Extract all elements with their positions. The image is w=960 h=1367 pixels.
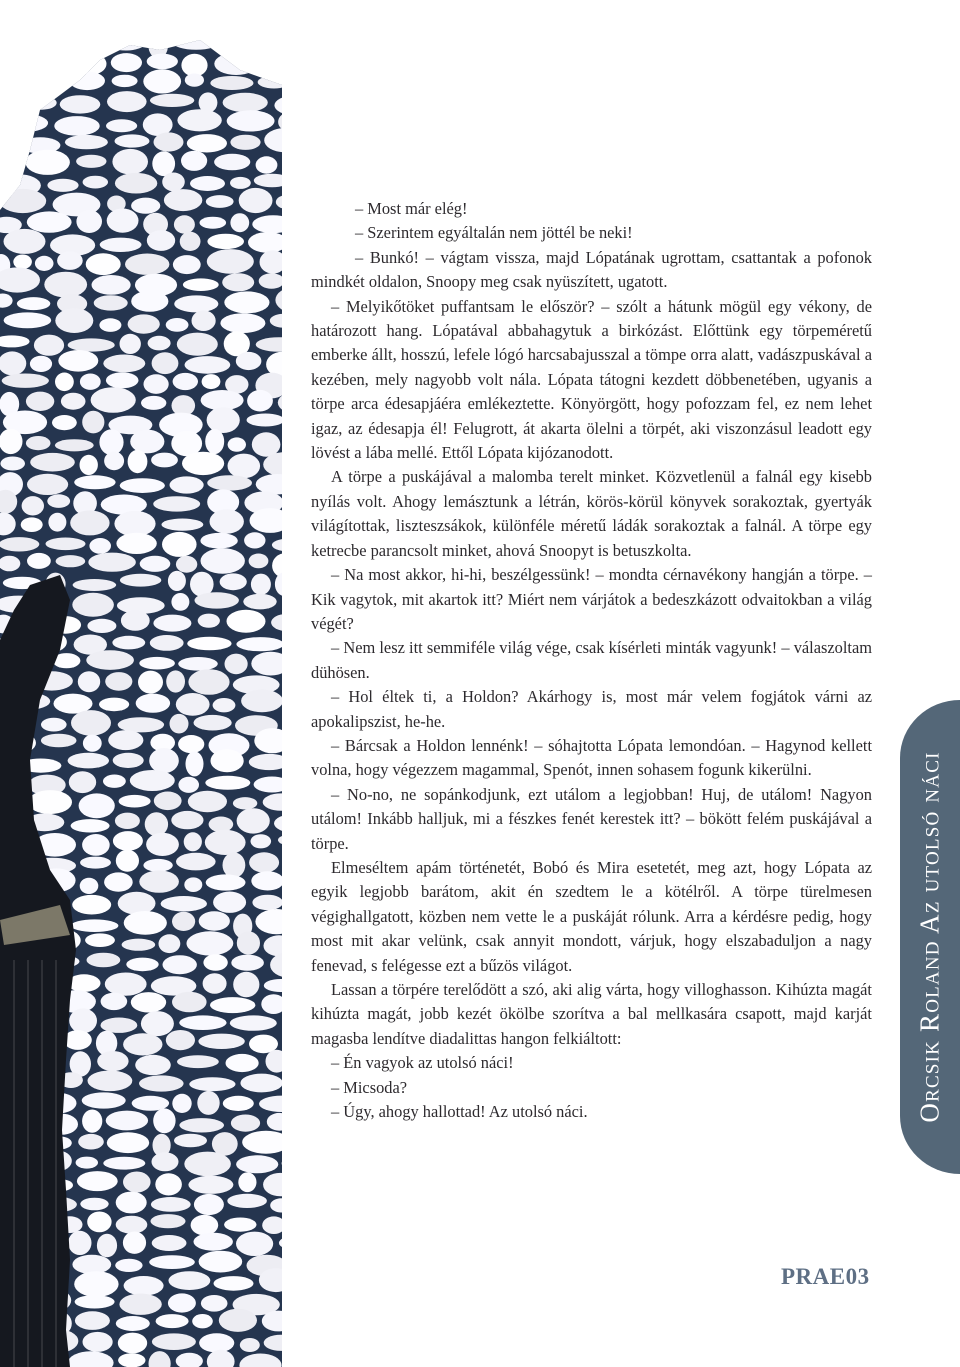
prae-logo: PRAE03 (781, 1264, 870, 1289)
paragraph: – Melyikőtöket puffantsam le először? – szólt a hátunk mögül egy vékony, de határozott hang. Lópatával abbahagytuk a birkózást. Előttünk egy törpeméretű emberke állt, hosszú, lefele lógó harcsabajusszal a tömpe orra alatt, vadászpuskával a kezében, mely nagyobb volt nála. Lópata tátogni kezdett döbbenetében, ugyanis a törpe arca édesapjáéra emlékeztette. Könyörgött, hogy pofozzam fel, ez nem lehet igaz, az édesapja él! Felugrott, át akarta ölelni a törpét, aki viszonzásul leadott egy lövést a lába mellé. Ettől Lópata kijózanodott. (311, 296, 872, 463)
paragraph: – Bárcsak a Holdon lennénk! – sóhajtotta Lópata lemondóan. – Hagynod kellett volna, hogy végezzem magammal, Spenót, innen sohasem fogunk kikerülni. (311, 735, 872, 780)
paragraph: – Hol éltek ti, a Holdon? Akárhogy is, most már velem fogjátok várni az apokalipszist, he-he. (311, 687, 872, 731)
paragraph: A törpe a puskájával a malomba terelt minket. Közvetlenül a falnál egy kisebb nyílás volt. Ahogy lemásztunk a létrán, körös-körül könyvek sorakoztak, gyertyák világítottak, liszteszsákok, különféle méretű ládák sorakoztak a falnál. A törpe egy ketrecbe parancsolt minket, ahová Snoopyt is betuszkolta. (311, 467, 872, 560)
paragraph: – Én vagyok az utolsó náci! (331, 1053, 514, 1073)
paragraph: – Úgy, ahogy hallottad! Az utolsó náci. (331, 1102, 588, 1122)
paragraph: – Nem lesz itt semmiféle világ vége, csak kísérleti minták vagyunk! – válaszoltam dühösen. (311, 638, 872, 682)
paragraph: – Micsoda? (331, 1077, 408, 1097)
paragraph: Lassan a törpére terelődött a szó, aki alig várta, hogy villoghasson. Kihúzta magát kihúzta magát, jobb kezét ökölbe szorítva a bal mellkasára csapott, majd karját magasba lendítve diadalittas hangon felkiáltott: (311, 980, 872, 1048)
paragraph: – Na most akkor, hi-hi, beszélgessünk! – mondta cérnavékony hangján a törpe. – Kik vagytok, mit akartok itt? Miért nem várjátok a bedeszkázott odvaitokban a világ végét? (311, 565, 872, 633)
side-tab (900, 700, 960, 1174)
side-tab-label: Orcsik Roland Az utolsó náci (914, 751, 945, 1123)
paragraph: – No-no, ne sopánkodjunk, ezt utálom a legjobban! Huj, de utálom! Nagyon utálom! Inkább halljuk, mi a fészkes fenét kerestek itt? – bökött felém puskájával a törpe. (311, 784, 872, 853)
article-body (311, 197, 872, 1124)
paragraph: – Most már elég! (355, 199, 468, 218)
paragraph: Elmeséltem apám történetét, Bobó és Mira esetetét, meg azt, hogy Lópata az egyik legjobb barátom, akit én szedtem le a kötélről. A törpe türelmesen végighallgatott, közben nem vette le a puskáját rólunk. Arra a kérdésre pedig, hogy most mit akar velünk, csak annyit mondott, várjuk, hogy elszabaduljon a nagy fenevad, s felégesse ezt a bűzös világot. (311, 857, 872, 975)
paragraph: – Szerintem egyáltalán nem jöttél be neki! (355, 223, 633, 243)
paragraph: – Bunkó! – vágtam vissza, majd Lópatának ugrottam, csattantak a pofonok mindkét oldalon, Snoopy meg csak nyüszített, ugatott. (311, 247, 872, 292)
stone-wall-photo (0, 0, 282, 1367)
